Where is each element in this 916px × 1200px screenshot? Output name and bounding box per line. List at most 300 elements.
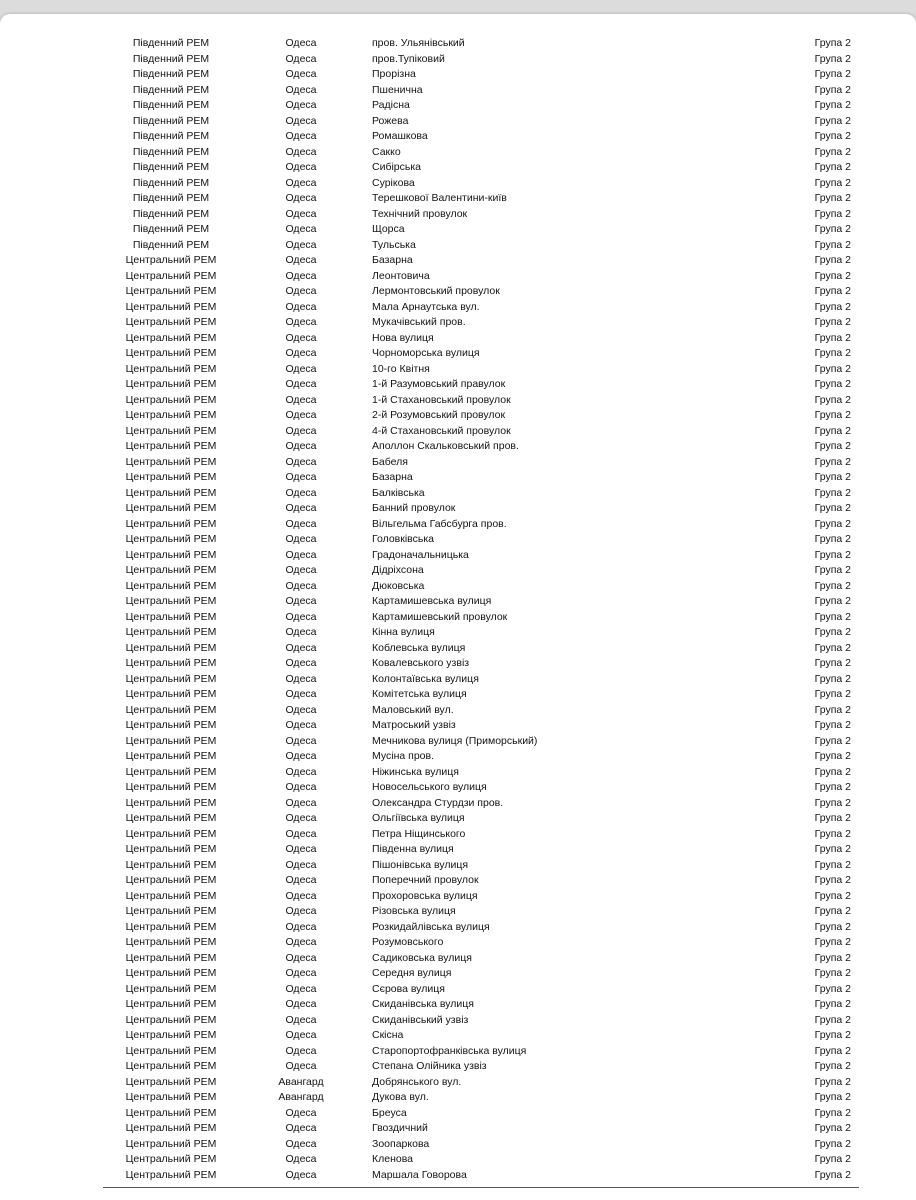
- street-cell: Бреуса: [372, 1106, 407, 1119]
- city-cell: Одеса: [285, 626, 317, 638]
- city-cell: Одеса: [285, 409, 317, 421]
- city-cell: Одеса: [285, 52, 317, 65]
- group-cell: Група 2: [814, 238, 851, 251]
- group-cell: Група 2: [814, 440, 851, 452]
- group-cell: Група 2: [814, 393, 851, 406]
- group-cell: Група 2: [814, 796, 851, 809]
- street-cell: Нова вулиця: [372, 331, 434, 344]
- city-cell: Одеса: [285, 982, 317, 995]
- street-cell: Мусіна пров.: [372, 750, 434, 762]
- table-row: [0, 1137, 916, 1153]
- rem-cell: Центральний РЕМ: [125, 920, 217, 933]
- table-row: [0, 656, 916, 672]
- city-cell: Одеса: [285, 440, 317, 452]
- rem-cell: Центральний РЕМ: [125, 858, 217, 871]
- table-row: [0, 951, 916, 967]
- street-cell: Пшенична: [372, 83, 423, 96]
- city-cell: Одеса: [285, 176, 317, 189]
- city-cell: Одеса: [285, 719, 317, 731]
- table-row: [0, 532, 916, 548]
- table-row: [0, 207, 916, 223]
- street-cell: 4-й Стахановський провулок: [372, 424, 511, 437]
- street-cell: Банний провулок: [372, 502, 456, 514]
- city-cell: Одеса: [285, 223, 317, 235]
- group-cell: Група 2: [814, 424, 851, 437]
- table-row: [0, 563, 916, 579]
- street-cell: Скісна: [372, 1029, 404, 1041]
- rem-cell: Центральний РЕМ: [125, 610, 217, 623]
- street-cell: Розумовського: [372, 936, 444, 948]
- table-row: [0, 36, 916, 52]
- table-row: [0, 904, 916, 920]
- group-cell: Група 2: [814, 533, 851, 545]
- street-cell: Прохоровська вулиця: [372, 889, 478, 902]
- table-row: [0, 858, 916, 874]
- street-cell: Лермонтовський провулок: [372, 285, 500, 297]
- group-cell: Група 2: [814, 455, 851, 468]
- street-cell: Картамишевський провулок: [372, 610, 508, 623]
- table-row: [0, 1121, 916, 1137]
- city-cell: Одеса: [285, 502, 317, 514]
- rem-cell: Центральний РЕМ: [125, 517, 217, 530]
- city-cell: Одеса: [285, 579, 317, 592]
- group-cell: Група 2: [814, 579, 851, 592]
- city-cell: Одеса: [285, 1153, 317, 1165]
- rem-cell: Центральний РЕМ: [125, 672, 217, 685]
- table-row: [0, 966, 916, 982]
- group-cell: Група 2: [814, 362, 851, 375]
- table-row: [0, 145, 916, 161]
- table-row: [0, 935, 916, 951]
- street-cell: Вільгельма Габсбурга пров.: [372, 517, 507, 530]
- group-cell: Група 2: [814, 858, 851, 871]
- street-cell: Зоопаркова: [372, 1137, 430, 1150]
- street-cell: Поперечний провулок: [372, 874, 479, 886]
- city-cell: Одеса: [285, 564, 317, 576]
- city-cell: Одеса: [285, 920, 317, 933]
- table-row: [0, 1090, 916, 1106]
- street-cell: Мукачівський пров.: [372, 316, 466, 328]
- street-cell: 10-го Квітня: [372, 362, 430, 375]
- city-cell: Одеса: [285, 672, 317, 685]
- city-cell: Одеса: [285, 192, 317, 204]
- city-cell: Одеса: [285, 1168, 317, 1181]
- street-cell: Тульська: [372, 238, 416, 251]
- group-cell: Група 2: [814, 1060, 851, 1072]
- street-cell: 2-й Розумовський провулок: [372, 409, 506, 421]
- rem-cell: Центральний РЕМ: [125, 502, 217, 514]
- city-cell: Одеса: [285, 1044, 317, 1057]
- table-row: [0, 594, 916, 610]
- table-row: [0, 408, 916, 424]
- city-cell: Одеса: [285, 424, 317, 437]
- rem-cell: Центральний РЕМ: [125, 486, 217, 499]
- city-cell: Одеса: [285, 316, 317, 328]
- city-cell: Одеса: [285, 750, 317, 762]
- group-cell: Група 2: [814, 595, 851, 607]
- city-cell: Одеса: [285, 657, 317, 669]
- rem-cell: Центральний РЕМ: [125, 905, 217, 917]
- rem-cell: Південний РЕМ: [132, 223, 210, 235]
- city-cell: Одеса: [285, 1013, 317, 1026]
- street-cell: Розкидайлівська вулиця: [372, 920, 490, 933]
- city-cell: Одеса: [285, 703, 317, 716]
- group-cell: Група 2: [814, 765, 851, 778]
- street-cell: Маловський вул.: [372, 703, 454, 716]
- rem-cell: Центральний РЕМ: [125, 1091, 217, 1103]
- city-cell: Одеса: [285, 83, 317, 96]
- city-cell: Одеса: [285, 998, 317, 1010]
- rem-cell: Центральний РЕМ: [125, 1029, 217, 1041]
- table-row: [0, 222, 916, 238]
- city-cell: Одеса: [285, 455, 317, 468]
- group-cell: Група 2: [814, 409, 851, 421]
- street-cell: Кленова: [372, 1153, 414, 1165]
- rem-cell: Південний РЕМ: [132, 192, 210, 204]
- table-row: [0, 889, 916, 905]
- street-cell: Кінна вулиця: [372, 626, 435, 638]
- street-cell: Комітетська вулиця: [372, 688, 467, 700]
- city-cell: Одеса: [285, 548, 317, 561]
- street-cell: Градоначальницька: [372, 548, 469, 561]
- rem-cell: Центральний РЕМ: [125, 982, 217, 995]
- city-cell: Авангард: [278, 1091, 324, 1103]
- group-cell: Група 2: [814, 781, 851, 793]
- group-cell: Група 2: [814, 176, 851, 189]
- rem-cell: Центральний РЕМ: [125, 626, 217, 638]
- rem-cell: Центральний РЕМ: [125, 1137, 217, 1150]
- group-cell: Група 2: [814, 83, 851, 96]
- rem-cell: Південний РЕМ: [132, 130, 210, 142]
- city-cell: Одеса: [285, 486, 317, 499]
- group-cell: Група 2: [814, 486, 851, 499]
- table-row: [0, 920, 916, 936]
- street-cell: Петра Ніщинського: [372, 827, 466, 840]
- street-cell: Базарна: [372, 254, 413, 266]
- group-cell: Група 2: [814, 471, 851, 483]
- group-cell: Група 2: [814, 316, 851, 328]
- table-row: [0, 1152, 916, 1168]
- city-cell: Одеса: [285, 1137, 317, 1150]
- rem-cell: Центральний РЕМ: [125, 874, 217, 886]
- street-cell: Південна вулиця: [372, 843, 454, 855]
- group-cell: Група 2: [814, 750, 851, 762]
- table-row: [0, 346, 916, 362]
- table-row: [0, 765, 916, 781]
- rem-cell: Центральний РЕМ: [125, 998, 217, 1010]
- document-page: [0, 14, 916, 1200]
- rem-cell: Центральний РЕМ: [125, 316, 217, 328]
- table-row: [0, 873, 916, 889]
- rem-cell: Центральний РЕМ: [125, 750, 217, 762]
- group-cell: Група 2: [814, 703, 851, 716]
- rem-cell: Центральний РЕМ: [125, 424, 217, 437]
- group-cell: Група 2: [814, 641, 851, 654]
- city-cell: Одеса: [285, 1122, 317, 1134]
- street-cell: пров. Ульянівський: [372, 37, 465, 49]
- street-cell: Різовська вулиця: [372, 905, 456, 917]
- street-cell: Базарна: [372, 471, 413, 483]
- city-cell: Одеса: [285, 889, 317, 902]
- city-cell: Одеса: [285, 1029, 317, 1041]
- table-row: [0, 486, 916, 502]
- rem-cell: Центральний РЕМ: [125, 703, 217, 716]
- table-row: [0, 191, 916, 207]
- city-cell: Одеса: [285, 967, 317, 979]
- city-cell: Одеса: [285, 347, 317, 359]
- city-cell: Одеса: [285, 238, 317, 251]
- table-row: [0, 238, 916, 254]
- table-row: [0, 982, 916, 998]
- rem-cell: Центральний РЕМ: [125, 936, 217, 948]
- group-cell: Група 2: [814, 1091, 851, 1103]
- rem-cell: Центральний РЕМ: [125, 843, 217, 855]
- city-cell: Одеса: [285, 300, 317, 313]
- group-cell: Група 2: [814, 688, 851, 700]
- street-cell: Садиковська вулиця: [372, 951, 472, 964]
- table-row: [0, 703, 916, 719]
- street-cell: Леонтовича: [372, 269, 430, 282]
- group-cell: Група 2: [814, 99, 851, 111]
- group-cell: Група 2: [814, 920, 851, 933]
- rem-cell: Центральний РЕМ: [125, 967, 217, 979]
- group-cell: Група 2: [814, 285, 851, 297]
- table-row: [0, 780, 916, 796]
- group-cell: Група 2: [814, 517, 851, 530]
- rem-cell: Центральний РЕМ: [125, 1106, 217, 1119]
- rem-cell: Центральний РЕМ: [125, 455, 217, 468]
- street-cell: Старопортофранківська вулиця: [372, 1044, 527, 1057]
- city-cell: Одеса: [285, 610, 317, 623]
- street-cell: Скиданівський узвіз: [372, 1013, 469, 1026]
- street-cell: Колонтаївська вулиця: [372, 672, 479, 685]
- group-cell: Група 2: [814, 889, 851, 902]
- rem-cell: Південний РЕМ: [132, 83, 210, 96]
- city-cell: Одеса: [285, 378, 317, 390]
- table-row: [0, 377, 916, 393]
- street-cell: Мала Арнаутська вул.: [372, 300, 480, 313]
- city-cell: Одеса: [285, 37, 317, 49]
- rem-cell: Центральний РЕМ: [125, 378, 217, 390]
- group-cell: Група 2: [814, 331, 851, 344]
- table-row: [0, 997, 916, 1013]
- street-cell: Середня вулиця: [372, 967, 452, 979]
- rem-cell: Центральний РЕМ: [125, 300, 217, 313]
- street-cell: Сибірська: [372, 161, 422, 173]
- street-cell: Терешкової Валентини-київ: [372, 192, 507, 204]
- group-cell: Група 2: [814, 192, 851, 204]
- street-cell: Щорса: [372, 223, 405, 235]
- rem-cell: Центральний РЕМ: [125, 409, 217, 421]
- city-cell: Одеса: [285, 874, 317, 886]
- rem-cell: Центральний РЕМ: [125, 719, 217, 731]
- table-row: [0, 160, 916, 176]
- city-cell: Одеса: [285, 533, 317, 545]
- group-cell: Група 2: [814, 905, 851, 917]
- table-row: [0, 1028, 916, 1044]
- city-cell: Одеса: [285, 269, 317, 282]
- group-cell: Група 2: [814, 1122, 851, 1134]
- group-cell: Група 2: [814, 672, 851, 685]
- city-cell: Одеса: [285, 595, 317, 607]
- rem-cell: Південний РЕМ: [132, 68, 210, 80]
- group-cell: Група 2: [814, 734, 851, 747]
- street-cell: Балківська: [372, 486, 425, 499]
- city-cell: Одеса: [285, 207, 317, 220]
- table-row: [0, 424, 916, 440]
- street-cell: Олександра Стурдзи пров.: [372, 796, 504, 809]
- street-cell: Технічний провулок: [372, 207, 468, 220]
- city-cell: Одеса: [285, 781, 317, 793]
- group-cell: Група 2: [814, 1137, 851, 1150]
- group-cell: Група 2: [814, 1029, 851, 1041]
- rem-cell: Південний РЕМ: [132, 114, 210, 127]
- city-cell: Одеса: [285, 734, 317, 747]
- table-row: [0, 718, 916, 734]
- rem-cell: Південний РЕМ: [132, 238, 210, 251]
- table-row: [0, 548, 916, 564]
- street-cell: Дукова вул.: [372, 1091, 429, 1103]
- city-cell: Авангард: [278, 1075, 324, 1088]
- rem-cell: Центральний РЕМ: [125, 254, 217, 266]
- group-cell: Група 2: [814, 378, 851, 390]
- rem-cell: Центральний РЕМ: [125, 471, 217, 483]
- group-cell: Група 2: [814, 967, 851, 979]
- group-cell: Група 2: [814, 982, 851, 995]
- city-cell: Одеса: [285, 858, 317, 871]
- group-cell: Група 2: [814, 52, 851, 65]
- group-cell: Група 2: [814, 610, 851, 623]
- city-cell: Одеса: [285, 688, 317, 700]
- group-cell: Група 2: [814, 998, 851, 1010]
- group-cell: Група 2: [814, 223, 851, 235]
- group-cell: Група 2: [814, 114, 851, 127]
- group-cell: Група 2: [814, 626, 851, 638]
- rem-cell: Центральний РЕМ: [125, 393, 217, 406]
- city-cell: Одеса: [285, 285, 317, 297]
- city-cell: Одеса: [285, 905, 317, 917]
- group-cell: Група 2: [814, 1106, 851, 1119]
- rem-cell: Південний РЕМ: [132, 37, 210, 49]
- group-cell: Група 2: [814, 548, 851, 561]
- table-row: [0, 253, 916, 269]
- street-cell: Аполлон Скальковський пров.: [372, 440, 519, 452]
- rem-cell: Центральний РЕМ: [125, 889, 217, 902]
- rem-cell: Південний РЕМ: [132, 99, 210, 111]
- table-row: [0, 1013, 916, 1029]
- rem-cell: Центральний РЕМ: [125, 579, 217, 592]
- group-cell: Група 2: [814, 1168, 851, 1181]
- street-cell: Маршала Говорова: [372, 1168, 467, 1181]
- city-cell: Одеса: [285, 1106, 317, 1119]
- rem-cell: Південний РЕМ: [132, 52, 210, 65]
- group-cell: Група 2: [814, 130, 851, 142]
- group-cell: Група 2: [814, 1044, 851, 1057]
- table-row: [0, 52, 916, 68]
- table-row: [0, 1075, 916, 1091]
- city-cell: Одеса: [285, 812, 317, 824]
- rem-cell: Центральний РЕМ: [125, 269, 217, 282]
- rem-cell: Центральний РЕМ: [125, 347, 217, 359]
- street-cell: Ромашкова: [372, 130, 428, 142]
- city-cell: Одеса: [285, 843, 317, 855]
- table-row: [0, 827, 916, 843]
- rem-cell: Центральний РЕМ: [125, 1153, 217, 1165]
- table-row: [0, 842, 916, 858]
- rem-cell: Центральний РЕМ: [125, 595, 217, 607]
- table-row: [0, 641, 916, 657]
- rem-cell: Центральний РЕМ: [125, 1060, 217, 1072]
- group-cell: Група 2: [814, 827, 851, 840]
- street-cell: Ніжинська вулиця: [372, 765, 459, 778]
- table-row: [0, 129, 916, 145]
- table-row: [0, 1044, 916, 1060]
- table-row: [0, 1059, 916, 1075]
- street-cell: Сакко: [372, 145, 401, 158]
- city-cell: Одеса: [285, 641, 317, 654]
- group-cell: Група 2: [814, 936, 851, 948]
- group-cell: Група 2: [814, 719, 851, 731]
- rem-cell: Південний РЕМ: [132, 207, 210, 220]
- table-row: [0, 300, 916, 316]
- rem-cell: Центральний РЕМ: [125, 331, 217, 344]
- table-row: [0, 98, 916, 114]
- table-row: [0, 439, 916, 455]
- table-row: [0, 83, 916, 99]
- city-cell: Одеса: [285, 471, 317, 483]
- rem-cell: Південний РЕМ: [132, 161, 210, 173]
- city-cell: Одеса: [285, 765, 317, 778]
- street-cell: Добрянського вул.: [372, 1075, 462, 1088]
- rem-cell: Центральний РЕМ: [125, 827, 217, 840]
- rem-cell: Центральний РЕМ: [125, 440, 217, 452]
- table-row: [0, 176, 916, 192]
- rem-cell: Центральний РЕМ: [125, 641, 217, 654]
- group-cell: Група 2: [814, 300, 851, 313]
- group-cell: Група 2: [814, 657, 851, 669]
- street-cell: Степана Олійника узвіз: [372, 1060, 487, 1072]
- group-cell: Група 2: [814, 68, 851, 80]
- table-row: [0, 501, 916, 517]
- table-row: [0, 796, 916, 812]
- street-cell: Новосельського вулиця: [372, 781, 487, 793]
- group-cell: Група 2: [814, 1075, 851, 1088]
- city-cell: Одеса: [285, 68, 317, 80]
- street-cell: Пішонівська вулиця: [372, 858, 469, 871]
- street-cell: Прорізна: [372, 68, 416, 80]
- rem-cell: Центральний РЕМ: [125, 812, 217, 824]
- group-cell: Група 2: [814, 161, 851, 173]
- table-row: [0, 67, 916, 83]
- table-row: [0, 1106, 916, 1122]
- street-cell: Коблевська вулиця: [372, 641, 466, 654]
- street-cell: Сєрова вулиця: [372, 982, 445, 995]
- city-cell: Одеса: [285, 951, 317, 964]
- rem-cell: Центральний РЕМ: [125, 548, 217, 561]
- group-cell: Група 2: [814, 1153, 851, 1165]
- group-cell: Група 2: [814, 951, 851, 964]
- city-cell: Одеса: [285, 130, 317, 142]
- street-cell: пров.Тупіковий: [372, 52, 445, 65]
- table-row: [0, 687, 916, 703]
- group-cell: Група 2: [814, 207, 851, 220]
- rem-cell: Центральний РЕМ: [125, 285, 217, 297]
- city-cell: Одеса: [285, 99, 317, 111]
- rem-cell: Центральний РЕМ: [125, 688, 217, 700]
- table-row: [0, 269, 916, 285]
- street-cell: Дідріхсона: [372, 564, 424, 576]
- group-cell: Група 2: [814, 37, 851, 49]
